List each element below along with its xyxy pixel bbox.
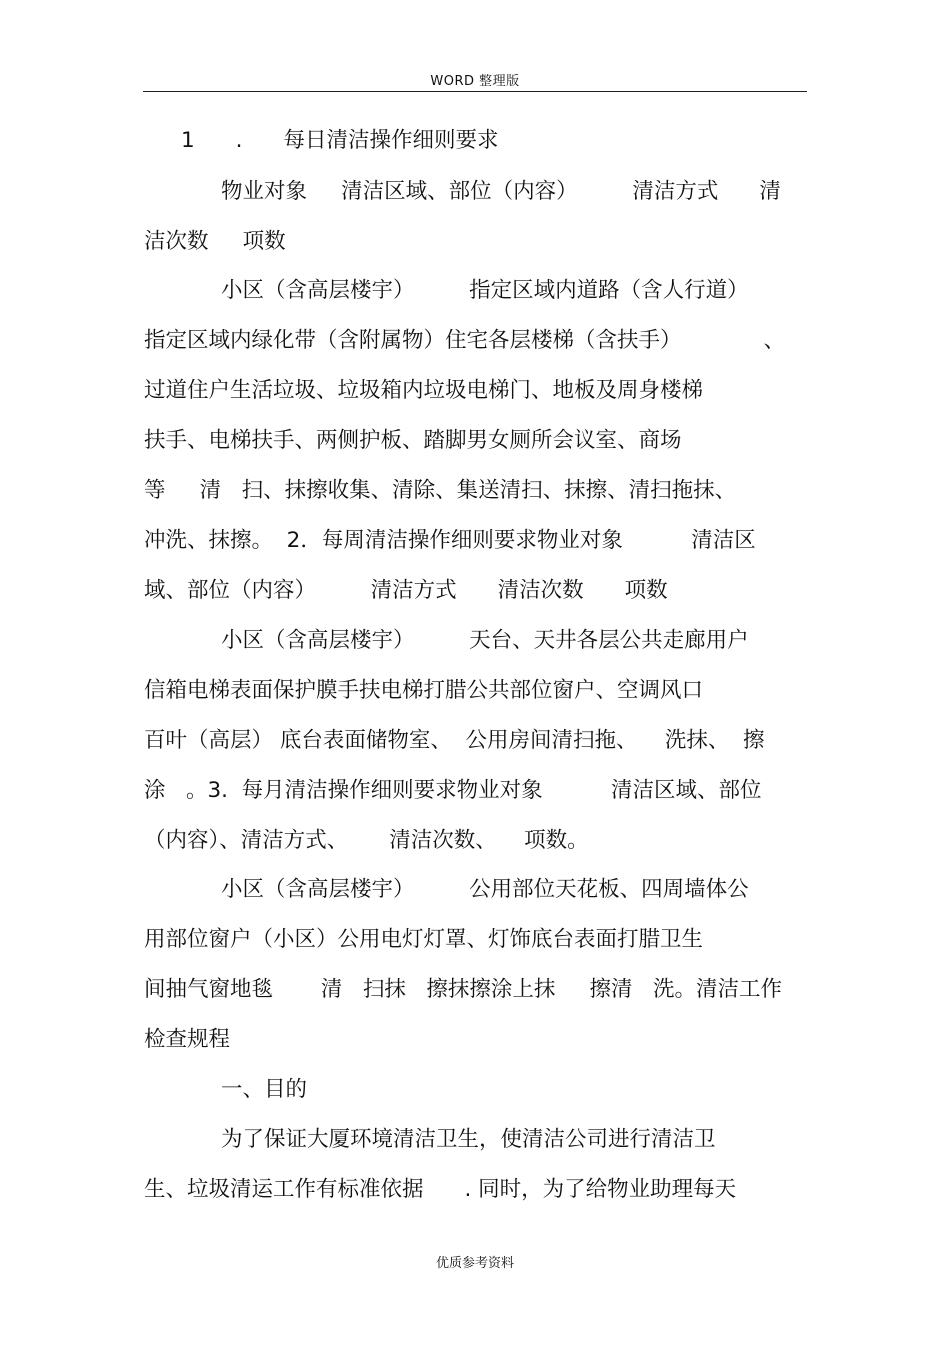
text-line: 间抽气窗地毯 清 扫抹 擦抹擦涂上抹 擦清 洗。清洁工作 <box>144 977 783 1002</box>
text-line: 小区（含高层楼宇） 天台、天井各层公共走廊用户 <box>221 628 749 653</box>
text-line: 1 . 每日清洁操作细则要求 <box>181 128 499 153</box>
text-line: 检查规程 <box>144 1027 231 1052</box>
text-line: 小区（含高层楼宇） 指定区域内道路（含人行道） <box>221 278 749 303</box>
text-line: 信箱电梯表面保护膜手扶电梯打腊公共部位窗户、空调风口 <box>144 678 704 703</box>
section-heading: 一、目的 <box>221 1077 308 1102</box>
page-footer: 优质参考资料 <box>435 1256 514 1271</box>
text-line: 为了保证大厦环境清洁卫生，使清洁公司进行清洁卫 <box>221 1127 716 1152</box>
text-line: 涂 。3. 每月清洁操作细则要求物业对象 清洁区域、部位 <box>144 778 762 803</box>
page-header: WORD 整理版 <box>430 74 520 89</box>
text-line: （内容）、清洁方式、 清洁次数、 项数。 <box>144 828 589 853</box>
text-line: 指定区域内绿化带（含附属物）住宅各层楼梯（含扶手） 、 <box>144 328 786 353</box>
text-line: 生、垃圾清运工作有标准依据 . 同时，为了给物业助理每天 <box>144 1177 737 1202</box>
header-divider <box>143 91 807 92</box>
text-line: 用部位窗户（小区）公用电灯灯罩、灯饰底台表面打腊卫生 <box>144 927 704 952</box>
text-line: 百叶（高层） 底台表面储物室、 公用房间清扫拖、 洗抹、 擦 <box>144 728 765 753</box>
text-line: 洁次数 项数 <box>144 229 286 254</box>
text-line: 小区（含高层楼宇） 公用部位天花板、四周墙体公 <box>221 877 749 902</box>
text-line: 冲洗、抹擦。 2．每周清洁操作细则要求物业对象 清洁区 <box>144 528 756 553</box>
text-line: 扶手、电梯扶手、两侧护板、踏脚男女厕所会议室、商场 <box>144 428 682 453</box>
text-line: 物业对象 清洁区域、部位（内容） 清洁方式 清 <box>221 179 781 204</box>
text-line: 等 清 扫、抹擦收集、清除、集送清扫、抹擦、清扫拖抹、 <box>144 478 737 503</box>
text-line: 域、部位（内容） 清洁方式 清洁次数 项数 <box>144 578 668 603</box>
text-line: 过道住户生活垃圾、垃圾箱内垃圾电梯门、地板及周身楼梯 <box>144 378 704 403</box>
